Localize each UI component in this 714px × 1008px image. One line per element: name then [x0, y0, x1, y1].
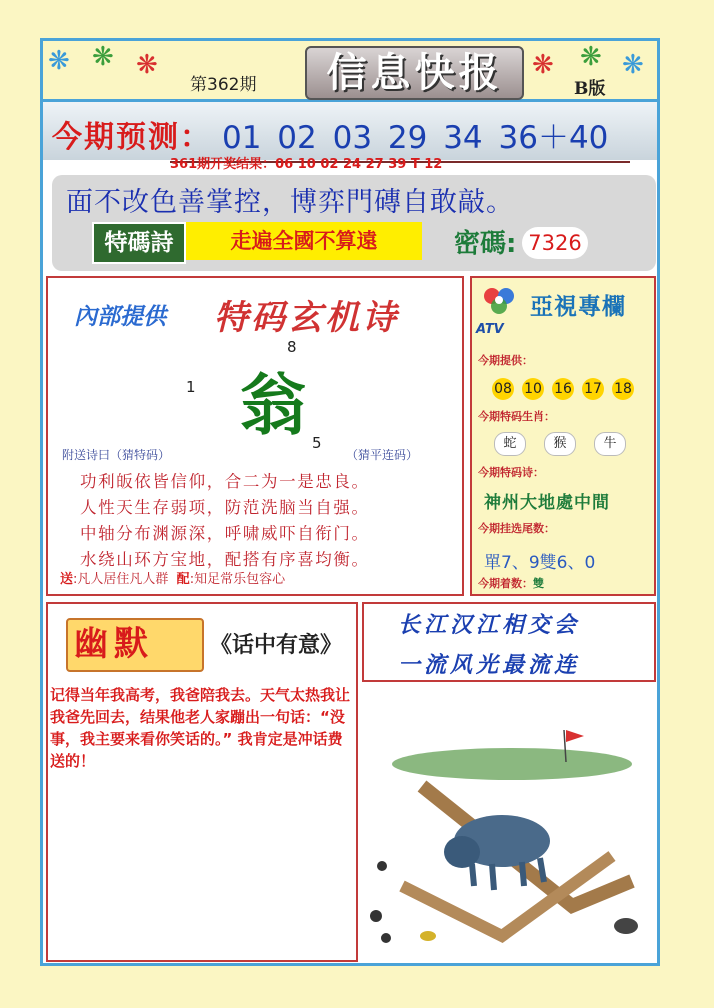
joke-text: 记得当年我高考，我爸陪我去。天气太热我让我爸先回去，结果他老人家蹦出一句话：“没事，我主要来看你笑话的。” 我肯定是冲话费送的！ [50, 686, 351, 770]
watch-value: 雙 [533, 577, 544, 590]
xuanji-title: 特码玄机诗 [214, 298, 399, 338]
number-ball: 18 [612, 378, 634, 400]
send-label: 送 [60, 572, 74, 587]
send-text: :凡人居住凡人群 [73, 572, 169, 587]
prediction-numbers: 01 02 03 29 34 36＋40 [222, 120, 609, 156]
pair-text: :知足常乐包容心 [189, 572, 286, 587]
edition-label: B版 [574, 79, 606, 99]
number-ball: 08 [492, 378, 514, 400]
verse-line: 人性天生存弱项，防范洗脑当自强。 [80, 498, 370, 517]
flower-icon: ❋ [92, 42, 114, 72]
flower-icon: ❋ [136, 50, 158, 80]
number-ball: 16 [552, 378, 574, 400]
atv-logo-text: ATV [476, 322, 504, 337]
hint-number-top: 8 [287, 338, 297, 356]
number-ball: 17 [582, 378, 604, 400]
send-line [60, 568, 285, 587]
code-poem-label: 特碼詩 [92, 222, 186, 264]
zodiac-badge: 牛 [594, 432, 626, 456]
last-result: 361期开奖结果：06 10 02 24 27 39 T 12 [170, 157, 443, 172]
humor-subtitle: 《话中有意》 [210, 633, 343, 658]
issue-number: 第362期 [190, 75, 257, 95]
zodiac-label: 今期特码生肖： [478, 410, 555, 423]
atv-logo-icon [478, 284, 520, 318]
atv-poem: 神州大地處中間 [484, 493, 610, 513]
internal-label: 內部提供 [74, 304, 166, 330]
prediction-label: 今期预测： [52, 120, 212, 155]
bull-illustration [362, 686, 656, 962]
flower-icon: ❋ [580, 42, 602, 72]
humor-title: 幽默 [74, 624, 154, 664]
hint-number-left: 1 [186, 378, 196, 396]
hint-number-bottom: 5 [312, 434, 322, 452]
verse-note-left: 附送诗曰（猜特码） [62, 448, 171, 462]
number-ball: 10 [522, 378, 544, 400]
page-title: 信息快报 [305, 46, 524, 100]
zodiac-badge: 蛇 [494, 432, 526, 456]
verse-line: 水绕山环方宝地，配搭有序喜均衡。 [80, 550, 370, 569]
password-value: 7326 [522, 227, 588, 259]
atv-title: 亞視專欄 [530, 294, 626, 320]
password-label: 密碼: [454, 229, 517, 259]
flower-icon: ❋ [622, 50, 644, 80]
watch-line [478, 575, 544, 591]
flower-icon: ❋ [532, 50, 554, 80]
verse-note-right: （猜平连码） [346, 448, 419, 462]
flower-icon: ❋ [48, 46, 70, 76]
verse-line: 中轴分布渊源深，呼啸威吓自衔门。 [80, 524, 370, 543]
banner-poem: 面不改色善掌控，博弈門磚自敢敲。 [66, 187, 514, 218]
code-poem-text: 走遍全國不算遠 [186, 222, 422, 260]
pair-label: 配 [176, 572, 190, 587]
zodiac-badge: 猴 [544, 432, 576, 456]
couplet-line: 一流风光最流连 [398, 653, 581, 678]
tail-value: 單7、9雙6、0 [484, 553, 596, 573]
riddle-character: 翁 [240, 367, 306, 444]
provide-label: 今期提供： [478, 354, 533, 367]
verse-line: 功利皈依皆信仰，合二为一是忠良。 [80, 472, 370, 491]
tail-label: 今期挂选尾数： [478, 522, 555, 535]
atv-poem-label: 今期特码诗： [478, 466, 544, 479]
watch-label: 今期着数： [478, 577, 533, 590]
couplet-line: 长江汉江相交会 [398, 613, 581, 638]
